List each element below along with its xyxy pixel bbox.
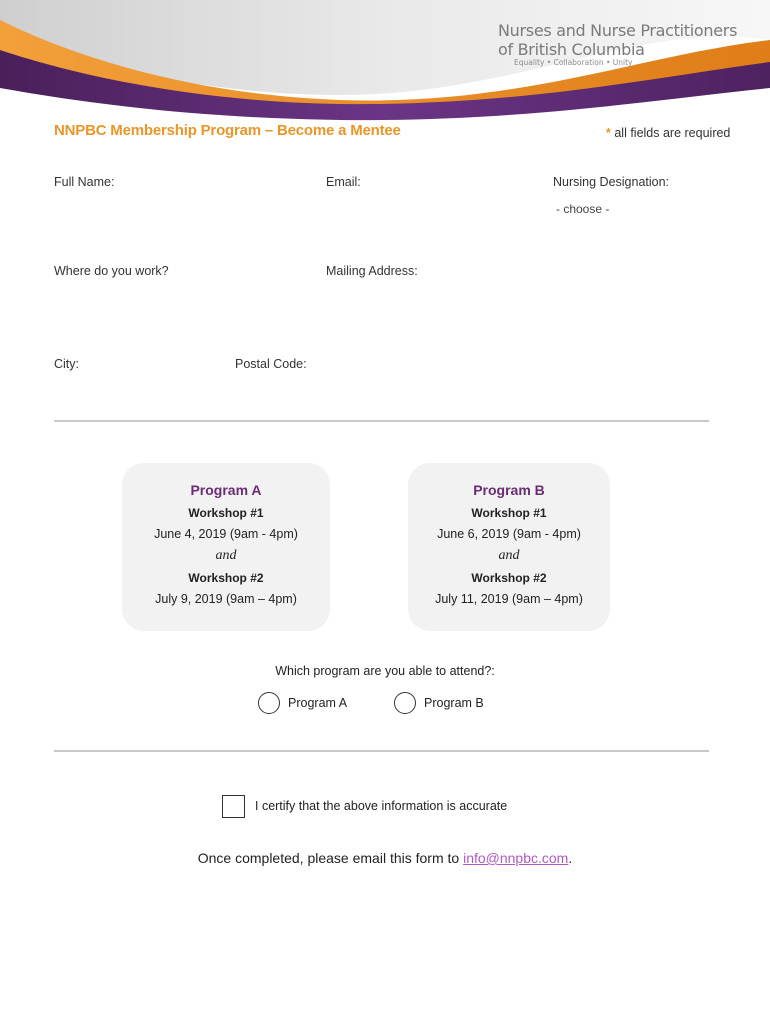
program-b-workshop2-title: Workshop #2 <box>471 571 547 585</box>
program-b-workshop1-date: June 6, 2019 (9am - 4pm) <box>437 527 581 541</box>
required-star: * <box>606 126 611 140</box>
attendance-question: Which program are you able to attend?: <box>275 664 495 678</box>
program-a-title: Program A <box>190 482 262 498</box>
org-name-line2: of British Columbia <box>498 40 645 59</box>
program-a-radio-label: Program A <box>288 696 348 710</box>
program-a-radio[interactable] <box>258 692 280 714</box>
required-text: all fields are required <box>610 126 731 140</box>
certify-label: I certify that the above information is accurate <box>255 799 508 813</box>
footer-text: Once completed, please email this form to <box>197 850 464 866</box>
program-b-radio-label: Program B <box>424 696 484 710</box>
program-a-card <box>122 463 330 631</box>
program-b-workshop1-title: Workshop #1 <box>471 506 547 520</box>
nursing-designation-label: Nursing Designation: <box>553 175 670 189</box>
mailing-address-label: Mailing Address: <box>326 264 418 278</box>
divider-top <box>54 420 709 422</box>
program-a-workshop1-title: Workshop #1 <box>188 506 264 520</box>
divider-bottom <box>54 750 709 752</box>
city-label: City: <box>54 357 79 371</box>
program-b-and: and <box>498 548 520 563</box>
nursing-designation-select[interactable]: - choose - <box>556 202 610 216</box>
program-a-workshop1-date: June 4, 2019 (9am - 4pm) <box>154 527 298 541</box>
program-b-workshop2-date: July 11, 2019 (9am – 4pm) <box>435 592 583 606</box>
email-label: Email: <box>326 175 361 189</box>
program-a-workshop2-date: July 9, 2019 (9am – 4pm) <box>155 592 297 606</box>
email-link[interactable]: info@nnpbc.com <box>463 850 569 866</box>
program-b-card <box>408 463 610 631</box>
form-title: NNPBC Membership Program – Become a Mentee <box>54 122 401 139</box>
program-a-workshop2-title: Workshop #2 <box>188 571 264 585</box>
postal-code-label: Postal Code: <box>235 357 307 371</box>
footer-end: . <box>568 850 573 866</box>
program-a-and: and <box>215 548 237 563</box>
workplace-label: Where do you work? <box>54 264 169 278</box>
footer-note <box>0 850 770 866</box>
required-note <box>606 126 730 140</box>
certify-checkbox[interactable] <box>222 795 245 818</box>
full-name-label: Full Name: <box>54 175 115 189</box>
org-name-line1: Nurses and Nurse Practitioners <box>498 21 738 40</box>
org-name <box>498 21 737 59</box>
org-tagline: Equality • Collaboration • Unity <box>514 58 633 67</box>
program-b-radio[interactable] <box>394 692 416 714</box>
program-b-title: Program B <box>473 482 545 498</box>
